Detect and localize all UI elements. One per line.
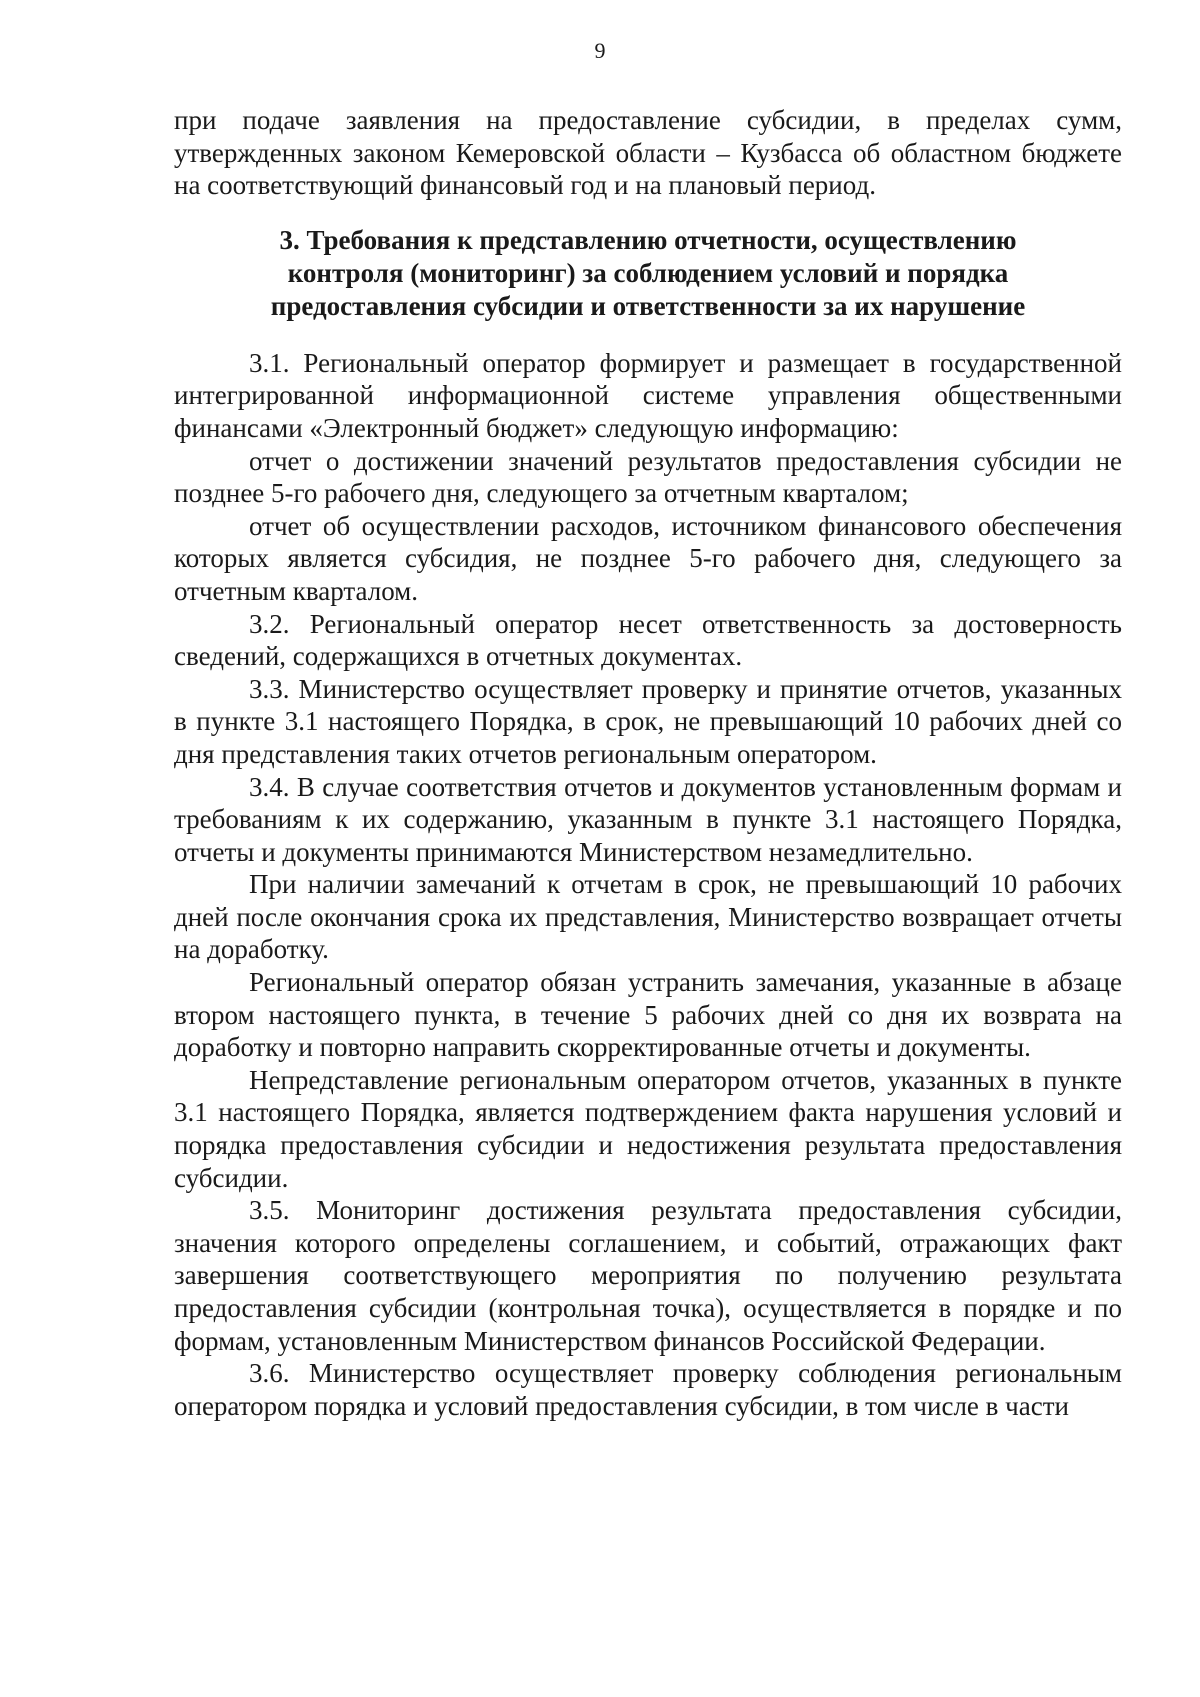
document-body <box>174 104 1122 1422</box>
paragraph-3-5: 3.5. Мониторинг достижения результата предоставления субсидии, значения которого определены соглашением, и событий, отражающих факт завершения соответствующего мероприятия по получению результата предоставления субсидии (контрольная точка), осуществляется в порядке и по формам, установленным Министерством финансов Российской Федерации. <box>174 1195 1122 1356</box>
intro-paragraph: при подаче заявления на предоставление субсидии, в пределах сумм, утвержденных законом Кемеровской области – Кузбасса об областном бюджете на соответствующий финансовый год и на плановый период. <box>174 105 1122 201</box>
paragraph-3-1: 3.1. Региональный оператор формирует и размещает в государственной интегрированной информационной системе управления общественными финансами «Электронный бюджет» следующую информацию: <box>174 347 1122 443</box>
paragraph-3-1-item-2: отчет об осуществлении расходов, источником финансового обеспечения которых является субсидия, не позднее 5-го рабочего дня, следующего за отчетным кварталом. <box>174 510 1122 606</box>
paragraph-3-1-item-1: отчет о достижении значений результатов предоставления субсидии не позднее 5-го рабочего дня, следующего за отчетным кварталом; <box>174 445 1122 509</box>
section-heading-line-1: 3. Требования к представлению отчетности, осуществлению <box>279 224 1017 255</box>
paragraph-3-4-remarks: При наличии замечаний к отчетам в срок, не превышающий 10 рабочих дней после окончания срока их представления, Министерство возвращает отчеты на доработку. <box>174 869 1122 965</box>
paragraph-3-4: 3.4. В случае соответствия отчетов и документов установленным формам и требованиям к их содержанию, указанным в пункте 3.1 настоящего Порядка, отчеты и документы принимаются Министерством незамедлительно. <box>174 771 1122 867</box>
paragraph-3-6: 3.6. Министерство осуществляет проверку соблюдения региональным оператором порядка и условий предоставления субсидии, в том числе в части <box>174 1358 1122 1421</box>
section-heading-line-3: предоставления субсидии и ответственности за их нарушение <box>270 290 1026 321</box>
paragraph-3-3: 3.3. Министерство осуществляет проверку и принятие отчетов, указанных в пункте 3.1 настоящего Порядка, в срок, не превышающий 10 рабочих дней со дня представления таких отчетов региональным оператором. <box>174 673 1122 769</box>
section-heading <box>174 224 1122 323</box>
paragraph-3-4-corrections: Региональный оператор обязан устранить замечания, указанные в абзаце втором настоящего пункта, в течение 5 рабочих дней со дня их возврата на доработку и повторно направить скорректированные отчеты и документы. <box>174 967 1122 1063</box>
section-heading-line-2: контроля (мониторинг) за соблюдением условий и порядка <box>287 257 1009 288</box>
paragraph-3-2: 3.2. Региональный оператор несет ответственность за достоверность сведений, содержащихся в отчетных документах. <box>174 608 1122 672</box>
page-number: 9 <box>594 38 606 63</box>
paragraph-3-4-non-submission: Непредставление региональным оператором отчетов, указанных в пункте 3.1 настоящего Порядка, является подтверждением факта нарушения условий и порядка предоставления субсидии и недостижения результата предоставления субсидии. <box>174 1064 1122 1193</box>
